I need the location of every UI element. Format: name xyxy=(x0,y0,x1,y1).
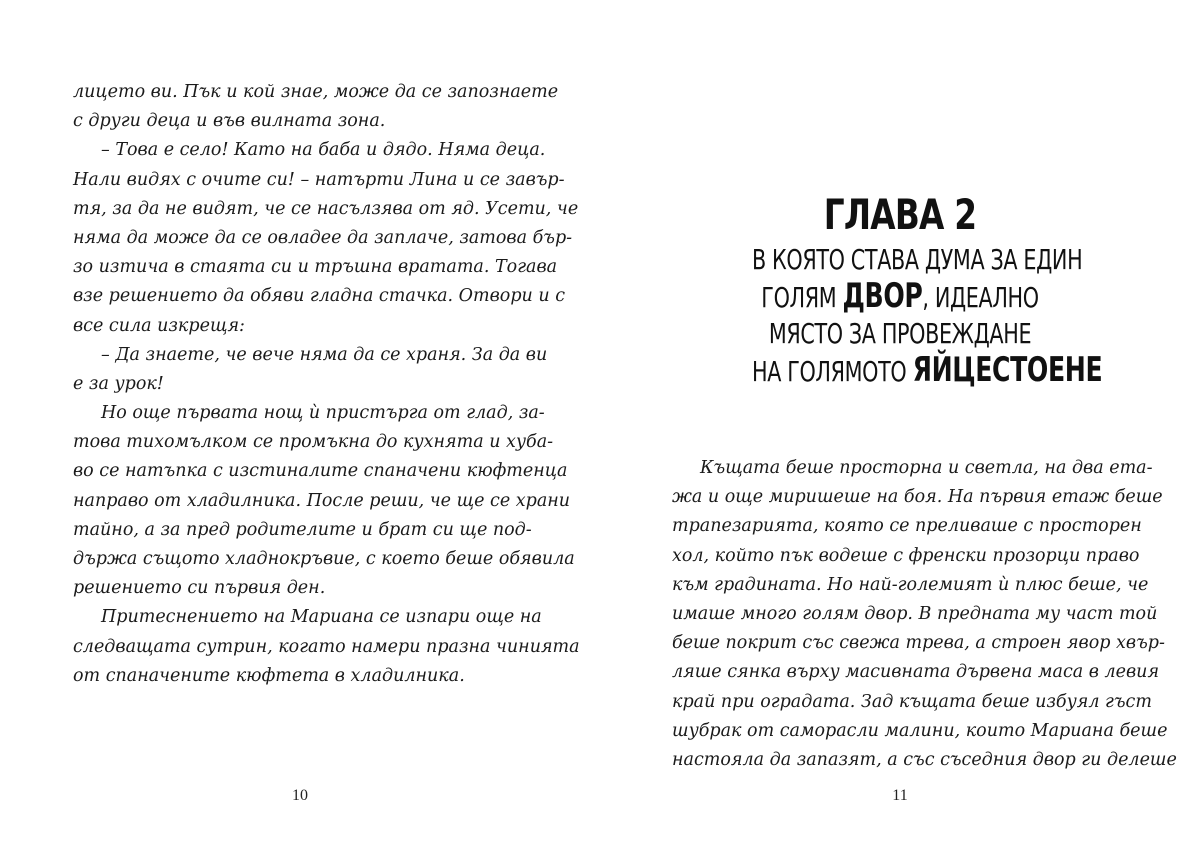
chapter-subtitle-line: МЯСТО ЗА ПРОВЕЖДАНЕ xyxy=(768,317,1032,350)
text-line: взе решението да обяви гладна стачка. Отвори и с xyxy=(73,286,565,307)
text-line: към градината. Но най-големият ѝ плюс беше, че xyxy=(672,574,1149,595)
left-page-text xyxy=(73,78,580,691)
text-line: следващата сутрин, когато намери празна чинията xyxy=(73,636,580,657)
text-line: все сила изкрещя: xyxy=(73,315,245,336)
text-line: лицето ви. Пък и кой знае, може да се запознаете xyxy=(73,82,559,102)
chapter-subtitle-emphasis: ЯЙЦЕСТОЕНЕ xyxy=(912,350,1103,390)
text-line: от спаначените кюфтета в хладилника. xyxy=(73,665,465,686)
text-line: край при оградата. Зад къщата беше избуял гъст xyxy=(672,691,1152,712)
chapter-subtitle-segment: , ИДЕАЛНО xyxy=(922,281,1039,314)
text-line: с други деца и във вилната зона. xyxy=(73,111,386,132)
text-line: – Това е село! Като на баба и дядо. Няма деца. xyxy=(101,140,546,161)
chapter-heading xyxy=(700,190,1103,390)
chapter-subtitle-segment: НА ГОЛЯМОТО xyxy=(752,355,913,388)
text-line: Къщата беше просторна и светла, на два ета- xyxy=(700,458,1153,478)
text-line: Нали видях с очите си! – натърти Лина и се завър- xyxy=(73,169,565,190)
chapter-title: ГЛАВА 2 xyxy=(823,190,977,239)
text-line: зо изтича в стаята си и тръшна вратата. Тогава xyxy=(73,257,558,278)
text-line: шубрак от саморасли малини, които Мариана беше xyxy=(672,720,1168,741)
text-line: е за урок! xyxy=(73,373,164,394)
text-line: Но още първата нощ ѝ пристърга от глад, за- xyxy=(101,403,545,424)
chapter-subtitle-emphasis: ДВОР xyxy=(842,276,923,316)
text-line: настояла да запазят, а със съседния двор ги делеше xyxy=(672,749,1177,770)
text-line: Притеснението на Мариана се изпари още на xyxy=(101,607,542,628)
text-line: ляше сянка върху масивната дървена маса в левия xyxy=(672,662,1160,683)
text-line: хол, който пък водеше с френски прозорци право xyxy=(672,545,1140,566)
text-line: во се натъпка с изстиналите спаначени кюфтенца xyxy=(73,461,568,482)
chapter-subtitle-line: В КОЯТО СТАВА ДУМА ЗА ЕДИН xyxy=(752,243,1083,276)
right-page-text xyxy=(672,454,1177,775)
chapter-subtitle-segment: ГОЛЯМ xyxy=(761,281,843,314)
text-line: тя, за да не видят, че се насълзява от яд. Усети, че xyxy=(73,198,579,219)
text-line: държа същото хладнокръвие, с което беше обявила xyxy=(73,549,575,569)
text-line: няма да може да се овладее да заплаче, затова бър- xyxy=(73,227,573,248)
text-line: това тихомълком се промъкна до кухнята и хуба- xyxy=(73,432,554,453)
text-line: тайно, а за пред родителите и брат си ще под- xyxy=(73,519,532,540)
text-line: жа и още миришеше на боя. На първия етаж беше xyxy=(672,487,1163,508)
text-line: направо от хладилника. После реши, че ще се храни xyxy=(73,490,571,511)
chapter-subtitle-line xyxy=(752,278,1048,316)
text-line: решението си първия ден. xyxy=(73,578,326,599)
right-page xyxy=(600,0,1200,857)
text-line: беше покрит със свежа трева, а строен явор хвър- xyxy=(672,633,1165,654)
chapter-subtitle-line xyxy=(752,350,1103,390)
text-line: имаше много голям двор. В предната му част той xyxy=(672,603,1158,624)
text-line: – Да знаете, че вече няма да се храня. За да ви xyxy=(101,344,548,365)
page-number: 11 xyxy=(892,787,908,804)
text-line: трапезарията, която се преливаше с просторен xyxy=(672,516,1142,537)
page-number: 10 xyxy=(292,787,308,804)
